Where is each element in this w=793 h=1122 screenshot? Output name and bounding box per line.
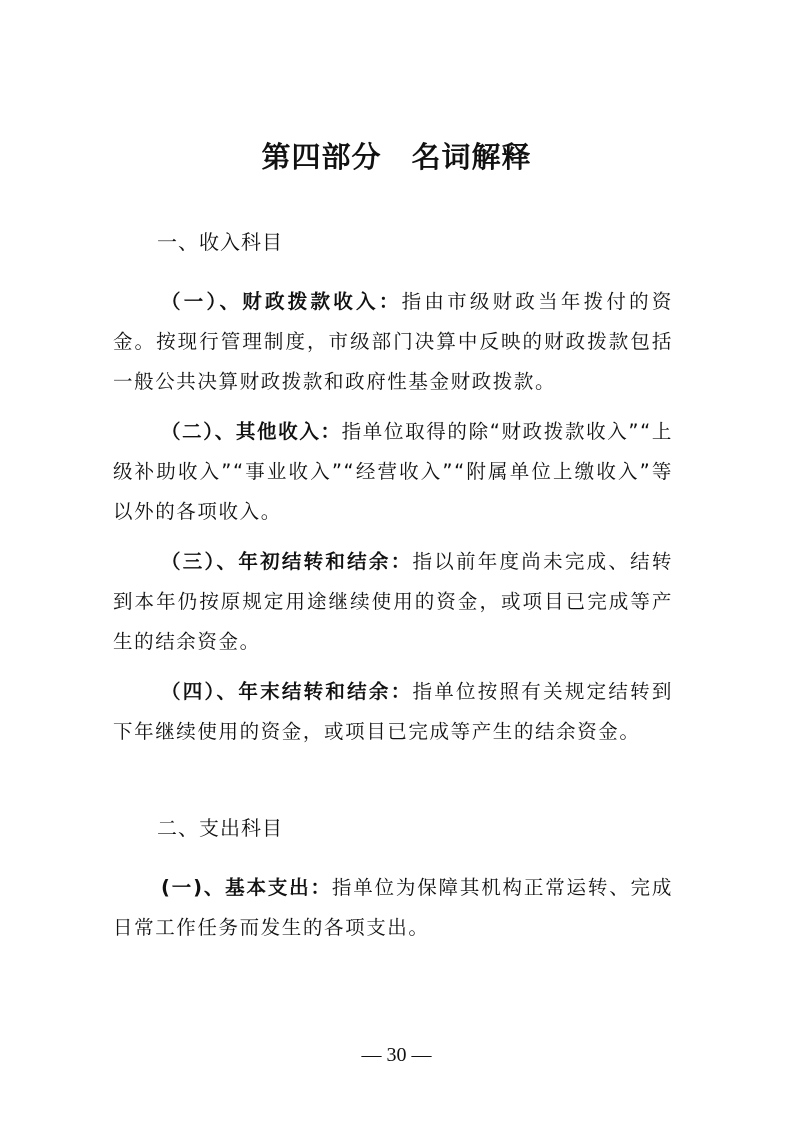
definition-other-income: 指单位取得的除“财政拨款收入”“上级补助收入”“事业收入”“经营收入”“附属单位上缴收入”等以外的各项收入。 bbox=[113, 420, 673, 523]
paragraph-ending-carryover-balance bbox=[113, 672, 673, 752]
paragraph-beginning-carryover-balance bbox=[113, 542, 673, 662]
section-heading-income: 一、收入科目 bbox=[157, 230, 283, 254]
term-ending-carryover-balance: （四）、年末结转和结余： bbox=[161, 680, 413, 703]
section-heading-expenditure: 二、支出科目 bbox=[157, 816, 283, 840]
page-number: — 30 — bbox=[361, 1044, 432, 1066]
definition-ending-carryover-balance: 指单位按照有关规定结转到下年继续使用的资金，或项目已完成等产生的结余资金。 bbox=[113, 680, 674, 743]
term-other-income: （二）、其他收入： bbox=[161, 420, 342, 443]
definition-fiscal-appropriation-income: 指由市级财政当年拨付的资金。按现行管理制度，市级部门决算中反映的财政拨款包括一般公共决算财政拨款和政府性基金财政拨款。 bbox=[113, 290, 673, 393]
term-beginning-carryover-balance: （三）、年初结转和结余： bbox=[161, 550, 413, 573]
paragraph-basic-expenditure bbox=[113, 868, 673, 948]
term-basic-expenditure: (一)、基本支出： bbox=[161, 876, 332, 899]
definition-basic-expenditure: 指单位为保障其机构正常运转、完成日常工作任务而发生的各项支出。 bbox=[113, 876, 673, 939]
paragraph-other-income bbox=[113, 412, 673, 532]
paragraph-fiscal-appropriation-income bbox=[113, 282, 673, 402]
page-title: 第四部分 名词解释 bbox=[261, 140, 532, 174]
term-fiscal-appropriation-income: （一）、财政拨款收入： bbox=[161, 290, 402, 313]
definition-beginning-carryover-balance: 指以前年度尚未完成、结转到本年仍按原规定用途继续使用的资金，或项目已完成等产生的结余资金。 bbox=[113, 550, 674, 653]
